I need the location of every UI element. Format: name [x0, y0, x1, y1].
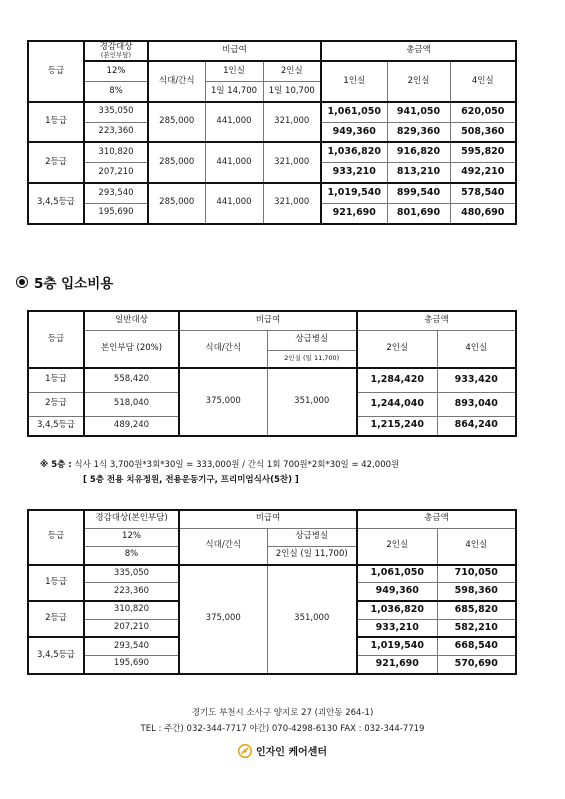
total-cell: 570,690 — [437, 656, 516, 674]
grade-header: 등급 — [28, 311, 84, 368]
total-cell: 916,820 — [387, 142, 450, 162]
total-cell: 933,420 — [437, 368, 516, 392]
footer-address: 경기도 부천시 소사구 양지로 27 (괴안동 264-1) — [191, 708, 374, 718]
self-pay-cell: 293,540 — [84, 637, 179, 655]
fee-table-general — [27, 40, 517, 225]
self-pay-cell: 335,050 — [84, 565, 179, 583]
total-cell: 1,019,540 — [357, 637, 437, 655]
total-cell: 1,061,050 — [321, 102, 387, 122]
grade-cell: 1등급 — [28, 368, 84, 392]
total-cell: 933,210 — [321, 163, 387, 183]
upgrade-header: 상급병실 2인실 (일 11,700) — [267, 330, 357, 368]
grade-cell: 2등급 — [28, 392, 84, 416]
center-logo — [0, 743, 565, 758]
noncov-header: 비급여 — [179, 311, 357, 330]
meal-note: ※ 5층 : 식사 1식 3,700원*3회*30일 = 333,000원 / 간식 1회 700원*2회*30일 = 42,000원 — [40, 460, 400, 470]
upgrade-cell: 351,000 — [267, 565, 357, 674]
total-cell: 813,210 — [387, 163, 450, 183]
total-header: 총금액 — [321, 41, 516, 61]
logo-name: 인자인 케어센터 — [255, 747, 328, 758]
logo-mark-icon — [238, 744, 252, 758]
total-cell: 1,284,420 — [357, 368, 437, 392]
total-cell: 899,540 — [387, 183, 450, 203]
total-col-2: 2인실 — [357, 528, 437, 564]
self-header: 본인부담 (20%) — [84, 330, 179, 368]
total-cell: 685,820 — [437, 601, 516, 619]
grade-cell: 1등급 — [28, 102, 84, 143]
total-col-2: 2인실 — [387, 61, 450, 102]
self-pay-cell: 195,690 — [84, 656, 179, 674]
grade-cell: 3,4,5등급 — [28, 416, 84, 436]
fee-table-5f-general — [27, 310, 517, 437]
total-cell: 933,210 — [357, 619, 437, 637]
room2-rate: 1일 10,700 — [263, 82, 321, 102]
self-pay-cell: 489,240 — [84, 416, 179, 436]
total-cell: 801,690 — [387, 203, 450, 223]
meal-cell: 285,000 — [148, 142, 205, 183]
section-heading — [16, 272, 113, 292]
total-cell: 582,210 — [437, 619, 516, 637]
self-pay-cell: 195,690 — [84, 203, 148, 223]
self-pay-cell: 310,820 — [84, 601, 179, 619]
total-cell: 508,360 — [450, 122, 516, 142]
self-pay-cell: 293,540 — [84, 183, 148, 203]
grade-cell: 2등급 — [28, 142, 84, 183]
pct-12: 12% — [84, 61, 148, 81]
meal-header: 식대/간식 — [179, 330, 267, 368]
total-cell: 710,050 — [437, 565, 516, 583]
meal-cell: 285,000 — [148, 102, 205, 143]
upgrade-cell: 351,000 — [267, 368, 357, 436]
total-cell: 864,240 — [437, 416, 516, 436]
grade-header: 등급 — [28, 41, 84, 102]
pct-12: 12% — [84, 528, 179, 546]
grade-header: 등급 — [28, 510, 84, 565]
noncov-header: 비급여 — [148, 41, 321, 61]
total-cell: 949,360 — [321, 122, 387, 142]
total-cell: 1,061,050 — [357, 565, 437, 583]
total-cell: 1,036,820 — [357, 601, 437, 619]
self-pay-cell: 223,360 — [84, 122, 148, 142]
upgrade-rate: 2인실 (일 11,700) — [267, 546, 357, 564]
meal-cell: 375,000 — [179, 368, 267, 436]
pct-8: 8% — [84, 82, 148, 102]
total-cell: 893,040 — [437, 392, 516, 416]
total-cell: 620,050 — [450, 102, 516, 122]
fee-table-5f-reduced — [27, 509, 517, 675]
self-pay-cell: 335,050 — [84, 102, 148, 122]
total-cell: 1,019,540 — [321, 183, 387, 203]
room2-cell: 321,000 — [263, 142, 321, 183]
reduce-header: 경감대상 (본인부담) — [84, 41, 148, 61]
total-col-2: 2인실 — [357, 330, 437, 368]
total-cell: 480,690 — [450, 203, 516, 223]
pct-8: 8% — [84, 546, 179, 564]
total-cell: 595,820 — [450, 142, 516, 162]
grade-cell: 1등급 — [28, 565, 84, 601]
total-cell: 949,360 — [357, 583, 437, 601]
grade-cell: 2등급 — [28, 601, 84, 637]
total-cell: 1,215,240 — [357, 416, 437, 436]
room1-cell: 441,000 — [205, 102, 263, 143]
self-pay-cell: 558,420 — [84, 368, 179, 392]
room2-header: 2인실 — [263, 61, 321, 81]
radio-bullet-icon — [16, 276, 28, 288]
grade-cell: 3,4,5등급 — [28, 183, 84, 224]
self-pay-cell: 310,820 — [84, 142, 148, 162]
grade-cell: 3,4,5등급 — [28, 637, 84, 673]
room1-cell: 441,000 — [205, 142, 263, 183]
total-cell: 668,540 — [437, 637, 516, 655]
total-col-4: 4인실 — [450, 61, 516, 102]
noncov-header: 비급여 — [179, 510, 357, 528]
floor-feature-note: [ 5층 전용 치유정원, 전용운동기구, 프리미엄식사(5찬) ] — [83, 475, 299, 485]
general-header: 일반대상 — [84, 311, 179, 330]
total-cell: 921,690 — [357, 656, 437, 674]
self-pay-cell: 223,360 — [84, 583, 179, 601]
total-col-4: 4인실 — [437, 330, 516, 368]
total-header: 총금액 — [357, 311, 516, 330]
room2-cell: 321,000 — [263, 102, 321, 143]
self-pay-cell: 207,210 — [84, 163, 148, 183]
room1-header: 1인실 — [205, 61, 263, 81]
footer-contact: TEL : 주간) 032-344-7717 야간) 070-4298-6130 FAX : 032-344-7719 — [140, 724, 425, 734]
reduce-header: 경감대상(본인부담) — [84, 510, 179, 528]
total-col-1: 1인실 — [321, 61, 387, 102]
total-cell: 1,244,040 — [357, 392, 437, 416]
meal-header: 식대/간식 — [179, 528, 267, 564]
total-col-4: 4인실 — [437, 528, 516, 564]
meal-cell: 375,000 — [179, 565, 267, 674]
total-cell: 1,036,820 — [321, 142, 387, 162]
total-cell: 829,360 — [387, 122, 450, 142]
total-header: 총금액 — [357, 510, 516, 528]
room2-cell: 321,000 — [263, 183, 321, 224]
self-pay-cell: 207,210 — [84, 619, 179, 637]
total-cell: 492,210 — [450, 163, 516, 183]
upgrade-header: 상급병실 — [267, 528, 357, 546]
total-cell: 921,690 — [321, 203, 387, 223]
total-cell: 578,540 — [450, 183, 516, 203]
total-cell: 941,050 — [387, 102, 450, 122]
meal-header: 식대/간식 — [148, 61, 205, 102]
section-title: 5층 입소비용 — [34, 276, 114, 292]
meal-cell: 285,000 — [148, 183, 205, 224]
total-cell: 598,360 — [437, 583, 516, 601]
room1-rate: 1일 14,700 — [205, 82, 263, 102]
self-pay-cell: 518,040 — [84, 392, 179, 416]
room1-cell: 441,000 — [205, 183, 263, 224]
